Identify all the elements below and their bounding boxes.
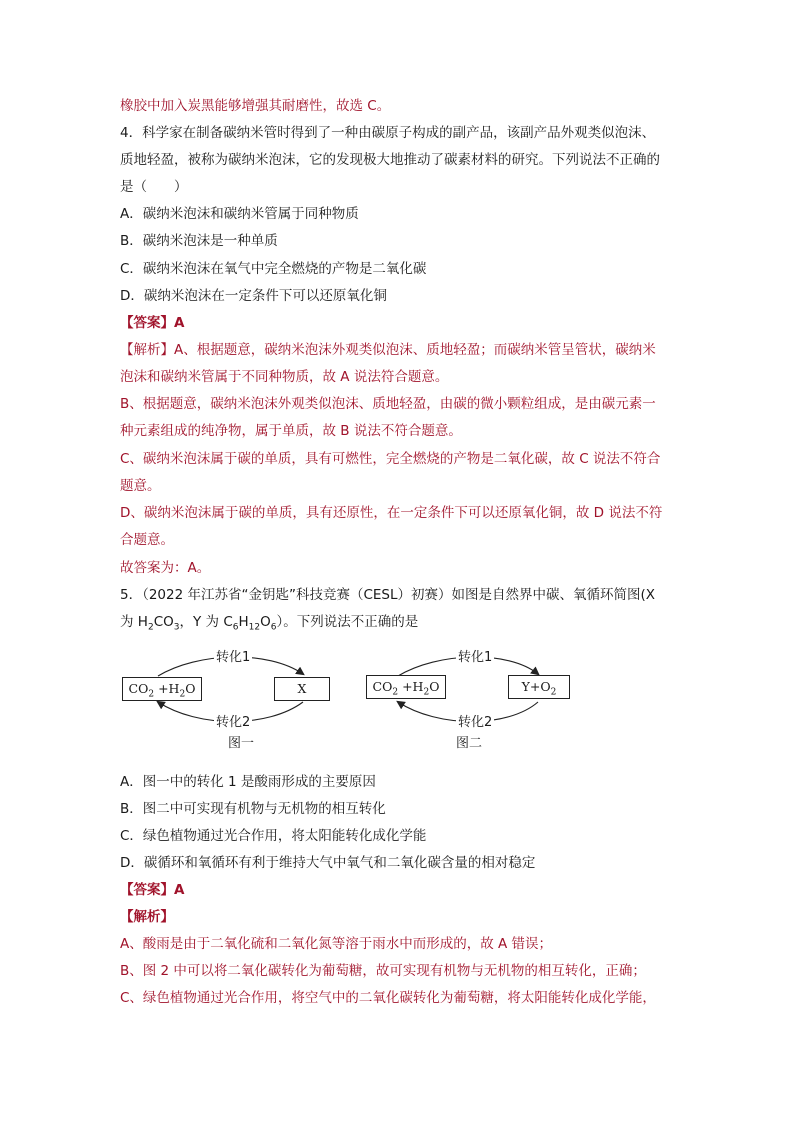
subscript: 2 [147,622,154,633]
text-line-l11: 泡沫和碳纳米管属于不同种物质，故 A 说法符合题意。 [120,369,449,385]
subscript: 2 [423,687,430,698]
subscript: 2 [392,687,399,698]
subscript: 6 [232,622,239,633]
text: CO [153,614,174,630]
text-line-l6: B．碳纳米泡沫是一种单质 [120,233,278,249]
text-line-l17: 合题意。 [120,532,174,548]
text: +H [154,681,180,696]
text-line-l7: C．碳纳米泡沫在氧气中完全燃烧的产物是二氧化碳 [120,261,427,277]
question-5-line-2 [120,613,418,631]
text-line-l22: B．图二中可实现有机物与无机物的相互转化 [120,801,386,817]
subscript: 3 [173,622,180,633]
text-line-l4: 是（ ） [120,179,188,195]
text-line-l12: B、根据题意，碳纳米泡沫外观类似泡沫、质地轻盈，由碳的微小颗粒组成，是由碳元素一 [120,396,656,412]
text: +H [398,679,424,694]
fig2-bottom-label: 转化2 [458,715,493,730]
text: ，Y 为 C [179,614,233,630]
text-line-l15: 题意。 [120,478,161,494]
text-line-l25: 【答案】A [120,882,185,898]
text: H [238,614,249,630]
text-line-l29: C、绿色植物通过光合作用，将空气中的二氧化碳转化为葡萄糖，将太阳能转化成化学能， [120,990,656,1006]
text: O [185,681,196,696]
subscript: 12 [248,622,261,633]
carbon-oxygen-cycle-diagram [118,640,578,760]
text: CO [128,681,149,696]
fig2-left-box [366,675,446,699]
text-line-l21: A．图一中的转化 1 是酸雨形成的主要原因 [120,774,376,790]
fig2-top-label: 转化1 [458,650,493,665]
text-line-l16: D、碳纳米泡沫属于碳的单质，具有还原性，在一定条件下可以还原氧化铜，故 D 说法不符 [120,505,663,521]
fig1-left-box [122,677,202,701]
text-line-l14: C、碳纳米泡沫属于碳的单质，具有可燃性，完全燃烧的产物是二氧化碳，故 C 说法不符合 [120,451,661,467]
text-line-l24: D．碳循环和氧循环有利于维持大气中氧气和二氧化碳含量的相对稳定 [120,855,536,871]
text: 为 H [120,614,148,630]
text-line-l13: 种元素组成的纯净物，属于单质，故 B 说法不符合题意。 [120,423,462,439]
text: CO [372,679,393,694]
text-line-l26: 【解析】 [120,909,174,925]
fig2-caption: 图二 [456,736,483,751]
subscript: 2 [179,689,186,700]
text-line-l18: 故答案为：A。 [120,560,211,576]
fig1-bottom-label: 转化2 [216,715,251,730]
text-line-l28: B、图 2 中可以将二氧化碳转化为葡萄糖，故可实现有机物与无机物的相互转化，正确； [120,963,646,979]
text-line-l27: A、酸雨是由于二氧化硫和二氧化氮等溶于雨水中而形成的，故 A 错误； [120,936,553,952]
subscript: 2 [148,689,155,700]
text: ）。下列说法不正确的是 [276,614,419,630]
text-line-l9: 【答案】A [120,315,185,331]
text-line-l10: 【解析】A、根据题意，碳纳米泡沫外观类似泡沫、质地轻盈；而碳纳米管呈管状，碳纳米 [120,342,656,358]
text-line-l3: 质地轻盈，被称为碳纳米泡沫，它的发现极大地推动了碳素材料的研究。下列说法不正确的 [120,152,660,168]
text-line-l5: A．碳纳米泡沫和碳纳米管属于同种物质 [120,206,359,222]
subscript: 2 [550,687,557,698]
text-line-l8: D．碳纳米泡沫在一定条件下可以还原氧化铜 [120,288,387,304]
text-line-l1: 橡胶中加入炭黑能够增强其耐磨性，故选 C。 [120,98,391,114]
text: Y+O [521,679,551,694]
subscript: 6 [270,622,277,633]
fig1-right-box [274,677,330,701]
fig2-right-box [508,675,570,699]
text: X [297,681,307,696]
text-line-l19: 5．（2022 年江苏省“金钥匙”科技竞赛（CESL）初赛）如图是自然界中碳、氧循环简图(X [120,587,656,603]
text: O [429,679,440,694]
fig1-caption: 图一 [228,736,255,751]
fig1-top-label: 转化1 [216,650,251,665]
text-line-l2: 4．科学家在制备碳纳米管时得到了一种由碳原子构成的副产品，该副产品外观类似泡沫、 [120,125,656,141]
text: O [260,614,271,630]
text-line-l23: C．绿色植物通过光合作用，将太阳能转化成化学能 [120,828,427,844]
